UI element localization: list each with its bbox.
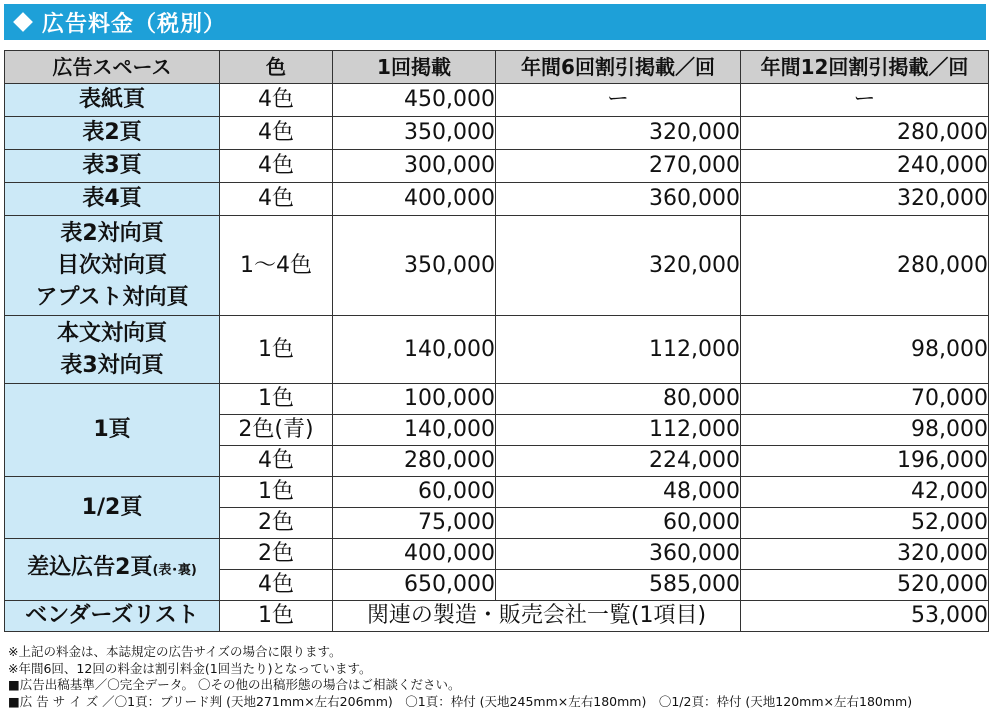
twelve-price-cell: 98,000 bbox=[741, 415, 989, 446]
column-header-color: 色 bbox=[220, 51, 333, 84]
twelve-price-cell: 53,000 bbox=[741, 601, 989, 632]
space-name-line: 表3対向頁 bbox=[60, 352, 164, 378]
space-name-line: 1/2頁 bbox=[81, 494, 143, 520]
single-price-cell: 350,000 bbox=[333, 216, 496, 316]
space-name-cell bbox=[5, 150, 220, 183]
six-price-cell: 320,000 bbox=[496, 117, 741, 150]
space-name-line: アプスト対向頁 bbox=[35, 284, 189, 310]
twelve-price-cell: 70,000 bbox=[741, 384, 989, 415]
six-price-cell: 270,000 bbox=[496, 150, 741, 183]
table-row bbox=[5, 477, 989, 508]
space-name-line: 表4頁 bbox=[82, 186, 142, 211]
single-price-cell: 60,000 bbox=[333, 477, 496, 508]
table-row bbox=[5, 316, 989, 384]
table-row bbox=[5, 539, 989, 570]
color-cell: 4色 bbox=[220, 150, 333, 183]
twelve-price-cell: 280,000 bbox=[741, 216, 989, 316]
space-name-line: 表2対向頁 bbox=[60, 220, 164, 246]
six-price-cell: 360,000 bbox=[496, 183, 741, 216]
single-price-cell: 140,000 bbox=[333, 316, 496, 384]
color-cell: 4色 bbox=[220, 117, 333, 150]
color-cell: 4色 bbox=[220, 446, 333, 477]
footnote: ■広 告 サ イ ズ ／〇1頁：ブリード判 (天地271mm×左右206mm) 〇1頁：枠付 (天地245mm×左右180mm) 〇1/2頁：枠付 (天地120mm×左右180mm) bbox=[8, 693, 913, 709]
single-price-cell: 100,000 bbox=[333, 384, 496, 415]
single-price-cell: 350,000 bbox=[333, 117, 496, 150]
footnote: ※上記の料金は、本誌規定の広告サイズの場合に限ります。 bbox=[8, 644, 342, 659]
color-cell: 1色 bbox=[220, 477, 333, 508]
color-cell: 1色 bbox=[220, 384, 333, 415]
six-price-cell: 224,000 bbox=[496, 446, 741, 477]
six-price-cell: 48,000 bbox=[496, 477, 741, 508]
single-price-cell: 140,000 bbox=[333, 415, 496, 446]
space-name-cell bbox=[5, 539, 220, 601]
twelve-price-cell: 520,000 bbox=[741, 570, 989, 601]
six-price-cell: 360,000 bbox=[496, 539, 741, 570]
footnote: ※年間6回、12回の料金は割引料金(1回当たり)となっています。 bbox=[8, 660, 372, 676]
table-row bbox=[5, 384, 989, 415]
twelve-price-cell: 98,000 bbox=[741, 316, 989, 384]
page-title: 広告料金（税別） bbox=[42, 11, 227, 37]
six-price-cell: 60,000 bbox=[496, 508, 741, 539]
color-cell: 1色 bbox=[220, 601, 333, 632]
column-header-space: 広告スペース bbox=[5, 51, 220, 84]
column-header-single: 1回掲載 bbox=[333, 51, 496, 84]
title-bar bbox=[4, 4, 986, 40]
single-price-cell: 450,000 bbox=[333, 84, 496, 117]
six-price-cell: 585,000 bbox=[496, 570, 741, 601]
space-name-line: 表紙頁 bbox=[78, 87, 145, 112]
color-cell: 1色 bbox=[220, 316, 333, 384]
rate-table bbox=[4, 50, 989, 632]
vendor-note-cell: 関連の製造・販売会社一覧(1項目) bbox=[333, 601, 741, 632]
twelve-price-cell: 52,000 bbox=[741, 508, 989, 539]
space-name-line: 表3頁 bbox=[82, 153, 142, 178]
table-row bbox=[5, 117, 989, 150]
space-name-line: 1頁 bbox=[93, 417, 131, 442]
six-price-cell: 80,000 bbox=[496, 384, 741, 415]
single-price-cell: 400,000 bbox=[333, 183, 496, 216]
space-name-line: 目次対向頁 bbox=[56, 252, 167, 278]
color-cell: 1～4色 bbox=[220, 216, 333, 316]
single-price-cell: 75,000 bbox=[333, 508, 496, 539]
single-price-cell: 300,000 bbox=[333, 150, 496, 183]
space-name-line: 表2頁 bbox=[82, 120, 142, 145]
twelve-price-cell: 196,000 bbox=[741, 446, 989, 477]
single-price-cell: 280,000 bbox=[333, 446, 496, 477]
space-name-cell bbox=[5, 477, 220, 539]
footnote: ■広告出稿基準／〇完全データ。 〇その他の出稿形態の場合はご相談ください。 bbox=[8, 677, 461, 692]
space-name-cell bbox=[5, 216, 220, 316]
twelve-price-cell: 280,000 bbox=[741, 117, 989, 150]
single-price-cell: 650,000 bbox=[333, 570, 496, 601]
six-price-cell: 112,000 bbox=[496, 316, 741, 384]
column-header-six: 年間6回割引掲載／回 bbox=[496, 51, 741, 84]
six-price-cell: 320,000 bbox=[496, 216, 741, 316]
six-price-cell: 112,000 bbox=[496, 415, 741, 446]
space-name-cell bbox=[5, 84, 220, 117]
space-name-cell bbox=[5, 316, 220, 384]
space-name-line: 本文対向頁 bbox=[56, 320, 167, 346]
twelve-price-cell: 320,000 bbox=[741, 539, 989, 570]
color-cell: 4色 bbox=[220, 183, 333, 216]
table-header-row bbox=[5, 51, 989, 84]
twelve-price-cell: ー bbox=[741, 84, 989, 117]
color-cell: 2色 bbox=[220, 539, 333, 570]
table-row bbox=[5, 216, 989, 316]
space-name-line bbox=[5, 552, 219, 587]
single-price-cell: 400,000 bbox=[333, 539, 496, 570]
twelve-price-cell: 42,000 bbox=[741, 477, 989, 508]
column-header-twelve: 年間12回割引掲載／回 bbox=[741, 51, 989, 84]
space-name-cell bbox=[5, 117, 220, 150]
space-name-text: 差込広告2頁 bbox=[27, 555, 153, 580]
color-cell: 4色 bbox=[220, 570, 333, 601]
color-cell: 4色 bbox=[220, 84, 333, 117]
space-name-cell bbox=[5, 384, 220, 477]
twelve-price-cell: 320,000 bbox=[741, 183, 989, 216]
space-name-cell: ベンダーズリスト bbox=[5, 601, 220, 632]
footnotes bbox=[8, 644, 988, 710]
twelve-price-cell: 240,000 bbox=[741, 150, 989, 183]
color-cell: 2色(青) bbox=[220, 415, 333, 446]
table-row bbox=[5, 183, 989, 216]
space-name-cell bbox=[5, 183, 220, 216]
table-body bbox=[5, 84, 989, 632]
table-row bbox=[5, 150, 989, 183]
six-price-cell: ー bbox=[496, 84, 741, 117]
color-cell: 2色 bbox=[220, 508, 333, 539]
diamond-icon bbox=[13, 12, 33, 32]
table-row bbox=[5, 84, 989, 117]
space-name-suffix: (表･裏) bbox=[152, 563, 197, 578]
table-row-vendor bbox=[5, 601, 989, 632]
